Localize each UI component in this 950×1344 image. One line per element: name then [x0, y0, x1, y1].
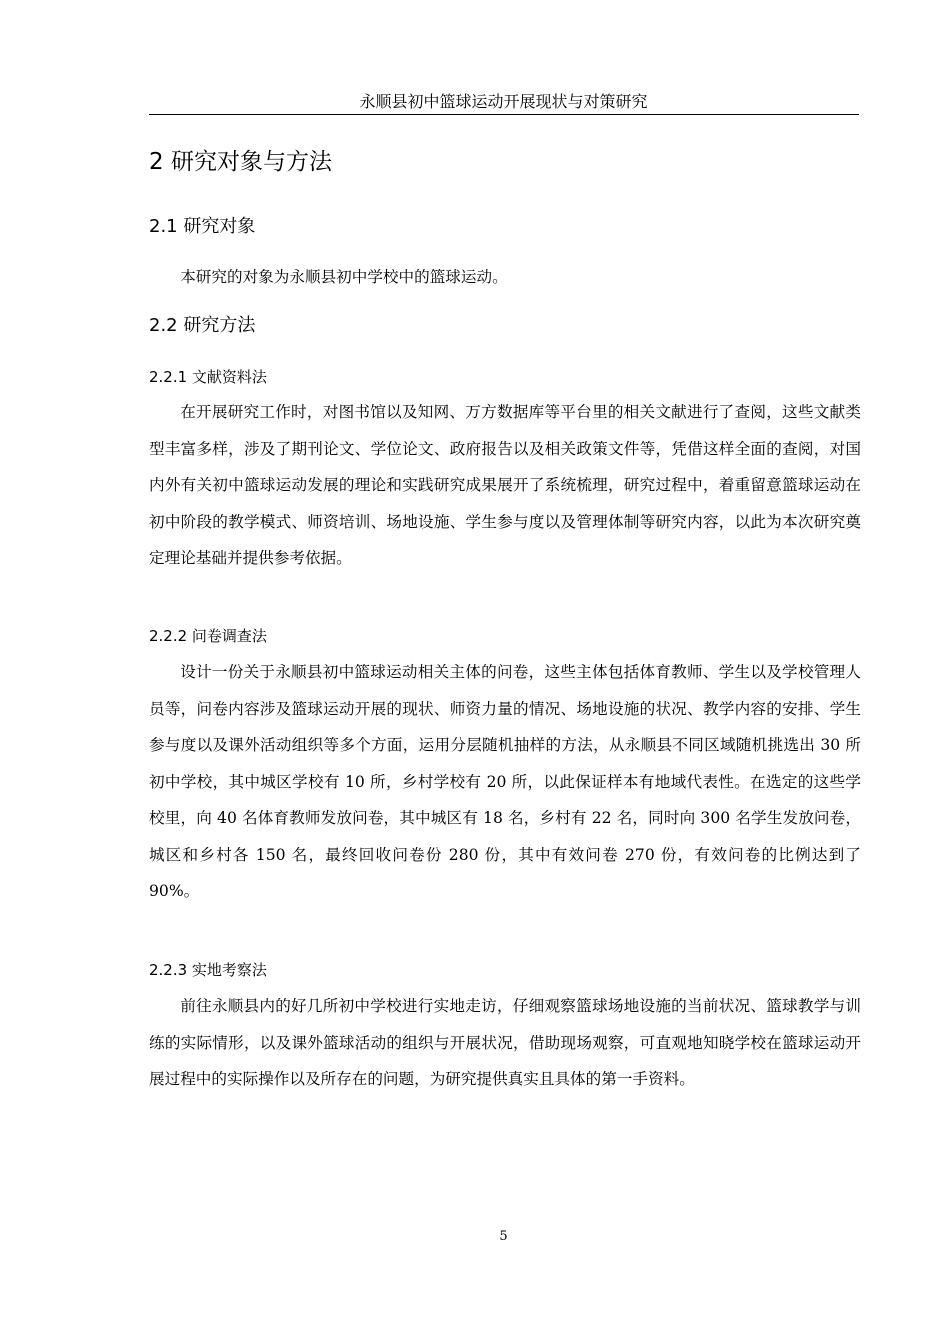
method-title-literature: 2.2.1 文献资料法 [149, 368, 267, 386]
paragraph-research-object: 本研究的对象为永顺县初中学校中的篮球运动。 [180, 268, 508, 286]
running-header: 永顺县初中篮球运动开展现状与对策研究 [359, 92, 648, 111]
paragraph-questionnaire: 设计一份关于永顺县初中篮球运动相关主体的问卷，这些主体包括体育教师、学生以及学校管理人员等，问卷内容涉及篮球运动开展的现状、师资力量的情况、场地设施的状况、教学内容的安排、学生参与度以及课外活动组织等多个方面，运用分层随机抽样的方法，从永顺县不同区域随机挑选出 30 所初中学校，其中城区学校有 10 所，乡村学校有 20 所，以此保证样本有地域代表性。在选定的这些学校里，向 40 名体育教师发放问卷，其中城区有 18 名，乡村有 22 名，同时向 300 名学生发放问卷，城区和乡村各 150 名，最终回收问卷份 280 份，其中有效问卷 270 份，有效问卷的比例达到了 90%。 [149, 663, 861, 900]
paragraph-literature: 在开展研究工作时，对图书馆以及知网、万方数据库等平台里的相关文献进行了查阅，这些文献类型丰富多样，涉及了期刊论文、学位论文、政府报告以及相关政策文件等，凭借这样全面的查阅，对国内外有关初中篮球运动发展的理论和实践研究成果展开了系统梳理，研究过程中，着重留意篮球运动在初中阶段的教学模式、师资培训、场地设施、学生参与度以及管理体制等研究内容，以此为本次研究奠定理论基础并提供参考依据。 [149, 403, 861, 567]
subsection-title-research-methods: 2.2 研究方法 [149, 315, 256, 336]
page-number: 5 [499, 1229, 508, 1244]
method-title-questionnaire: 2.2.2 问卷调查法 [149, 627, 267, 645]
method-title-field-study: 2.2.3 实地考察法 [149, 961, 267, 979]
paragraph-field-study: 前往永顺县内的好几所初中学校进行实地走访，仔细观察篮球场地设施的当前状况、篮球教学与训练的实际情形，以及课外篮球活动的组织与开展状况，借助现场观察，可直观地知晓学校在篮球运动开展过程中的实际操作以及所存在的问题，为研究提供真实且具体的第一手资料。 [149, 997, 861, 1088]
header-rule [149, 114, 859, 115]
section-title: 2 研究对象与方法 [149, 149, 332, 175]
subsection-title-research-object: 2.1 研究对象 [149, 216, 256, 237]
